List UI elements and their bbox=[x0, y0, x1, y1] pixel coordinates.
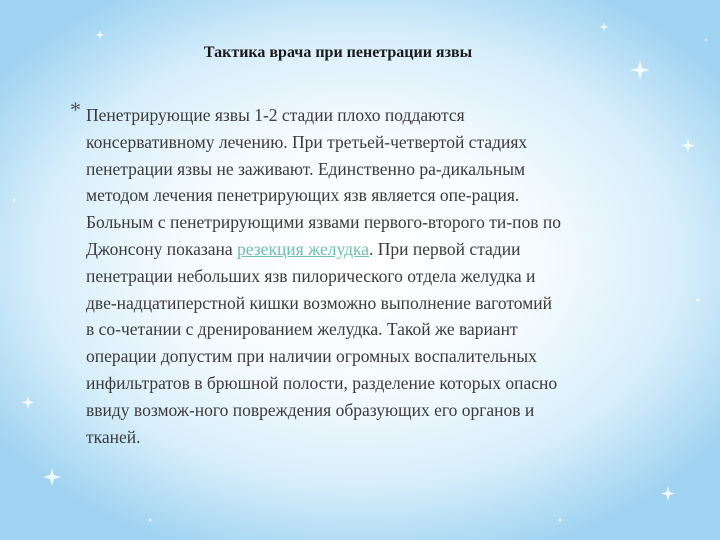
slide-title: Тактика врача при пенетрации язвы bbox=[203, 44, 473, 61]
slide-body bbox=[70, 97, 700, 450]
paragraph-text-end: . При первой стадии пенетрации небольших язв пилорического отдела желудка и две-надцатиперстной кишки возможно выполнение ваготомий в со-четании с дренированием желудка. Такой же вариант операции допустим при наличии огромных воспалительных инфильтратов в брюшной полости, разделение которых опасно ввиду возмож-ного повреждения образующих его органов и тканей. bbox=[86, 238, 558, 447]
body-paragraph bbox=[86, 102, 700, 450]
paragraph-text-start: Пенетрирующие язвы 1-2 стадии плохо поддаются консервативному лечению. При третьей-четвертой стадиях пенетрации язвы не заживают. Единственно ра-дикальным методом лечения пенетрирующих язв является опе-рация. Больным с пенетрирующими язвами первого-второго ти-пов по Джонсону показана bbox=[86, 105, 561, 259]
bullet-asterisk: * bbox=[70, 97, 81, 122]
resection-link[interactable]: резекция желудка bbox=[237, 238, 370, 259]
